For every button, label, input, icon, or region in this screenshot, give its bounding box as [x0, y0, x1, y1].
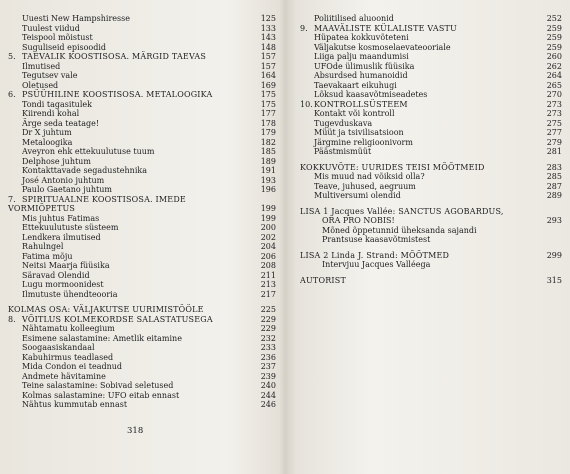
- toc-entry: [300, 260, 562, 270]
- toc-entry: [8, 290, 276, 300]
- toc-page-number: 244: [260, 390, 276, 400]
- toc-page-number: 199: [260, 204, 276, 213]
- toc-entry-title: Ilmutised: [22, 61, 61, 71]
- toc-entry-title: AUTORIST: [300, 275, 347, 285]
- toc-entry: [8, 343, 276, 353]
- toc-entry-title: TAEVALIK KOOSTISOSA. MÄRGID TAEVAS: [22, 52, 207, 61]
- toc-page-number: 236: [260, 352, 276, 362]
- toc-page-number: 229: [260, 324, 276, 333]
- toc-page-number: 283: [546, 162, 562, 172]
- toc-entry-title: Tugevduskava: [314, 118, 373, 128]
- toc-entry: [8, 157, 276, 167]
- toc-entry: [8, 100, 276, 110]
- toc-page-number: 208: [260, 261, 276, 270]
- toc-entry: [8, 147, 276, 157]
- toc-page-number: 273: [546, 99, 562, 109]
- toc-entry-title: KOKKUVÕTE: UURIDES TEISI MÕÕTMEID: [300, 162, 485, 172]
- toc-entry-title: Kiirendi kohal: [22, 109, 80, 118]
- toc-entry-title: Taevakaart eikuhugi: [314, 80, 397, 90]
- toc-page-number: 199: [260, 213, 276, 223]
- toc-entry: [300, 172, 562, 182]
- toc-entry-title: Müüt ja tsivilisatsioon: [314, 128, 404, 137]
- toc-entry-title: VORMIÕPETUS: [8, 204, 76, 213]
- toc-page-number: 262: [546, 61, 562, 71]
- toc-entry: [8, 233, 276, 243]
- toc-page-number: 299: [546, 250, 562, 260]
- toc-page-number: 177: [260, 109, 276, 118]
- toc-entry-title: Absurdsed humanoidid: [314, 71, 408, 80]
- toc-entry: [8, 381, 276, 391]
- toc-entry-title: Mis juhtus Fatimas: [22, 213, 100, 223]
- toc-entry-title: Kolmas salastamine: UFO eitab ennast: [22, 390, 180, 400]
- page-number: 318: [127, 426, 144, 436]
- toc-entry-title: Mõned õppetunnid üheksanda sajandi: [322, 225, 477, 235]
- toc-entry: [300, 216, 562, 226]
- toc-entry-title: Nähtus kummutab ennast: [22, 400, 128, 409]
- toc-page-number: 252: [546, 14, 562, 23]
- toc-entry-title: Kontakt või kontroll: [314, 109, 395, 118]
- toc-page-number: 315: [546, 275, 562, 285]
- toc-entry: [8, 252, 276, 262]
- toc-page-number: 246: [260, 400, 276, 409]
- toc-entry: [300, 71, 562, 81]
- toc-page-number: 217: [260, 289, 276, 299]
- toc-entry-title: Ettekuulutuste süsteem: [22, 223, 119, 232]
- toc-entry: [300, 33, 562, 43]
- chapter-number: 10.: [300, 99, 313, 109]
- toc-entry: [300, 90, 562, 100]
- toc-page-number: 213: [260, 280, 276, 289]
- toc-entry: [8, 242, 276, 252]
- toc-page-number: 178: [260, 118, 276, 128]
- toc-page-number: 229: [260, 314, 276, 324]
- toc-entry-title: Teave, juhused, aegruum: [314, 181, 416, 191]
- toc-entry-title: Teispool mõistust: [22, 33, 93, 42]
- right-page: [300, 14, 562, 285]
- toc-page-number: 279: [546, 137, 562, 147]
- toc-page-number: 259: [546, 23, 562, 33]
- toc-entry-title: Liiga palju maandumisi: [314, 52, 409, 61]
- toc-entry: [300, 182, 562, 192]
- toc-page-number: 240: [260, 381, 276, 390]
- toc-page-number: 182: [260, 137, 276, 147]
- toc-page-number: 293: [546, 216, 562, 225]
- toc-entry: [300, 147, 562, 157]
- toc-entry: [8, 271, 276, 281]
- toc-entry-title: PSÜÜHILINE KOOSTISOSA. METALOOGIKA: [22, 90, 213, 99]
- left-page: [8, 14, 276, 410]
- toc-page-number: 157: [260, 61, 276, 71]
- toc-entry: [8, 109, 276, 119]
- toc-heading: [300, 251, 562, 261]
- toc-page-number: 233: [260, 343, 276, 352]
- toc-entry: [300, 119, 562, 129]
- toc-entry: [8, 353, 276, 363]
- toc-page-number: 189: [260, 156, 276, 166]
- toc-entry-title: Lõksud kaasavõtmiseadetes: [314, 90, 428, 99]
- toc-entry: [8, 261, 276, 271]
- toc-page-number: 259: [546, 42, 562, 52]
- toc-entry-title: Neitsi Maarja füüsika: [22, 261, 110, 270]
- toc-page-number: 175: [260, 99, 276, 109]
- toc-entry-title: Multiversumi olendid: [314, 191, 401, 200]
- toc-page-number: 204: [260, 242, 276, 251]
- toc-page-number: 275: [546, 118, 562, 128]
- toc-entry: [300, 109, 562, 119]
- toc-page-number: 193: [260, 175, 276, 185]
- chapter-number: 5.: [8, 52, 16, 61]
- toc-entry-title: KOLMAS OSA: VÄLJAKUTSE UURIMISTÖÖLE: [8, 305, 204, 314]
- toc-entry-title: Soogaasiskandaal: [22, 343, 95, 352]
- toc-page-number: 287: [546, 181, 562, 191]
- toc-page-number: 196: [260, 185, 276, 194]
- toc-page-number: 202: [260, 232, 276, 242]
- toc-entry: [8, 400, 276, 410]
- toc-entry-title: Delphose juhtum: [22, 156, 91, 166]
- toc-entry-title: Hüpatea kokkuvõteteni: [314, 33, 409, 42]
- toc-entry-title: Teine salastamine: Sobivad seletused: [22, 381, 174, 390]
- toc-entry-title: Ärge seda teatage!: [22, 118, 100, 128]
- toc-entry-title: Oletused: [22, 80, 59, 90]
- toc-entry: [300, 226, 562, 236]
- toc-entry: [8, 223, 276, 233]
- toc-page-number: 270: [546, 90, 562, 99]
- toc-entry-title: UFOde ülimuslik füüsika: [314, 61, 415, 71]
- toc-entry-title: Rahulngel: [22, 242, 64, 251]
- toc-entry-title: Järgmine religioonivorm: [314, 137, 413, 147]
- toc-entry-title: Suguliseid episoodid: [22, 42, 107, 52]
- toc-entry: [8, 43, 276, 53]
- toc-entry: [8, 71, 276, 81]
- toc-heading: [300, 163, 562, 173]
- toc-page-number: 157: [260, 52, 276, 61]
- toc-entry: [8, 280, 276, 290]
- toc-entry: [300, 52, 562, 62]
- toc-page-number: 232: [260, 333, 276, 343]
- toc-entry-title: Nähtamatu kolleegium: [22, 324, 115, 333]
- toc-page-number: 225: [260, 305, 276, 314]
- toc-entry-title: ORA PRO NOBIS!: [322, 216, 395, 225]
- toc-entry-title: Lendkera ilmutised: [22, 232, 101, 242]
- toc-entry: [8, 138, 276, 148]
- toc-entry: [8, 391, 276, 401]
- toc-entry-title: SPIRITUAALNE KOOSTISOSA. IMEDE: [22, 194, 186, 204]
- toc-entry-title: Metaloogika: [22, 137, 73, 147]
- toc-entry-title: Kabuhirmus teadlased: [22, 352, 114, 362]
- toc-entry-title: Dr X juhtum: [22, 128, 72, 137]
- toc-entry-title: Andmete hävitamine: [22, 371, 106, 381]
- toc-page-number: 133: [260, 23, 276, 33]
- toc-heading: [8, 315, 276, 325]
- toc-entry-title: Väljakutse kosmoselaevateooriale: [314, 42, 451, 52]
- toc-page-number: 125: [260, 14, 276, 23]
- toc-entry-title: LISA 1 Jacques Vallée: SANCTUS AGOBARDUS,: [300, 206, 504, 216]
- toc-heading: [300, 100, 562, 110]
- chapter-number: 8.: [8, 314, 16, 324]
- toc-page-number: 281: [546, 147, 562, 156]
- toc-heading: [8, 52, 276, 62]
- toc-page-number: 200: [260, 223, 276, 232]
- toc-page-number: 277: [546, 128, 562, 137]
- toc-entry-title: KONTROLLSÜSTEEM: [314, 99, 408, 109]
- chapter-number: 6.: [8, 90, 16, 99]
- toc-entry-title: Päästmismüüt: [314, 147, 372, 156]
- toc-entry-title: Tondi tagasitulek: [22, 99, 92, 109]
- toc-entry-title: Intervjuu Jacques Valléega: [322, 260, 431, 269]
- toc-heading: [8, 204, 276, 214]
- toc-entry-title: Poliitilised aluoonid: [314, 14, 394, 23]
- toc-page-number: 289: [546, 191, 562, 200]
- toc-entry-title: Kontakttavade segadustehnika: [22, 166, 147, 175]
- chapter-number: 9.: [300, 23, 308, 33]
- toc-entry: [8, 24, 276, 34]
- toc-entry: [8, 185, 276, 195]
- toc-page-number: 206: [260, 251, 276, 261]
- toc-page-number: 143: [260, 33, 276, 42]
- toc-entry-title: Uuesti New Hampshiresse: [22, 14, 130, 23]
- toc-entry: [8, 362, 276, 372]
- toc-entry-title: Mida Condon ei teadnud: [22, 362, 123, 371]
- toc-entry: [8, 324, 276, 334]
- toc-entry: [300, 128, 562, 138]
- toc-entry: [300, 43, 562, 53]
- toc-page-number: 164: [260, 71, 276, 80]
- toc-entry-title: Mis muud nad võiksid olla?: [314, 172, 425, 181]
- toc-entry: [300, 81, 562, 91]
- toc-page-number: 175: [260, 90, 276, 99]
- toc-page-number: 259: [546, 33, 562, 42]
- toc-entry: [300, 235, 562, 245]
- toc-entry-title: MAAVÄLISTE KÜLALISTE VASTU: [314, 23, 457, 33]
- toc-entry-title: Tegutsev vale: [22, 71, 78, 80]
- toc-entry-title: José Antonio juhtum: [22, 175, 105, 185]
- toc-entry: [300, 14, 562, 24]
- toc-entry-title: Säravad Olendid: [22, 270, 90, 280]
- toc-page-number: 239: [260, 371, 276, 381]
- toc-entry-title: Prantsuse kaasavõtmistest: [322, 235, 431, 244]
- toc-entry-title: Fatima mõju: [22, 251, 73, 261]
- toc-entry: [300, 191, 562, 201]
- toc-page-number: 148: [260, 42, 276, 52]
- toc-entry: [300, 138, 562, 148]
- toc-entry-title: Paulo Gaetano juhtum: [22, 185, 112, 194]
- toc-entry: [300, 62, 562, 72]
- toc-page-number: 273: [546, 109, 562, 118]
- toc-page-number: 191: [260, 166, 276, 175]
- toc-heading: [300, 24, 562, 34]
- toc-page-number: 260: [546, 52, 562, 61]
- toc-entry-title: Lugu mormoonidest: [22, 280, 104, 289]
- toc-entry: [8, 214, 276, 224]
- toc-heading: [8, 305, 276, 315]
- toc-heading: [8, 195, 276, 205]
- toc-page-number: 264: [546, 71, 562, 80]
- toc-page-number: 265: [546, 80, 562, 90]
- toc-entry: [8, 14, 276, 24]
- toc-entry-title: Aveyron ehk ettekuulutuse tuum: [22, 147, 155, 156]
- toc-heading: [8, 90, 276, 100]
- toc-entry-title: VÕITLUS KOLMEKORDSE SALASTATUSEGA: [22, 314, 213, 324]
- toc-entry-title: Ilmutuste ühendteooria: [22, 289, 118, 299]
- toc-entry-title: Tuulest viidud: [22, 23, 80, 33]
- toc-page-number: 237: [260, 362, 276, 371]
- toc-entry: [8, 33, 276, 43]
- toc-entry: [8, 128, 276, 138]
- toc-entry: [8, 372, 276, 382]
- toc-entry: [8, 176, 276, 186]
- toc-page-number: 211: [260, 270, 276, 280]
- toc-page-number: 185: [260, 147, 276, 156]
- toc-page-number: 179: [260, 128, 276, 137]
- chapter-number: 7.: [8, 194, 16, 204]
- toc-heading: [300, 276, 562, 286]
- toc-entry: [8, 81, 276, 91]
- toc-page-number: 285: [546, 172, 562, 181]
- toc-entry-title: LISA 2 Linda J. Strand: MÕÕTMED: [300, 250, 450, 260]
- toc-entry: [8, 62, 276, 72]
- toc-entry: [8, 334, 276, 344]
- toc-heading: [300, 207, 562, 217]
- toc-entry-title: Esimene salastamine: Ametlik eitamine: [22, 333, 182, 343]
- toc-entry: [8, 166, 276, 176]
- toc-page-number: 169: [260, 80, 276, 90]
- toc-entry: [8, 119, 276, 129]
